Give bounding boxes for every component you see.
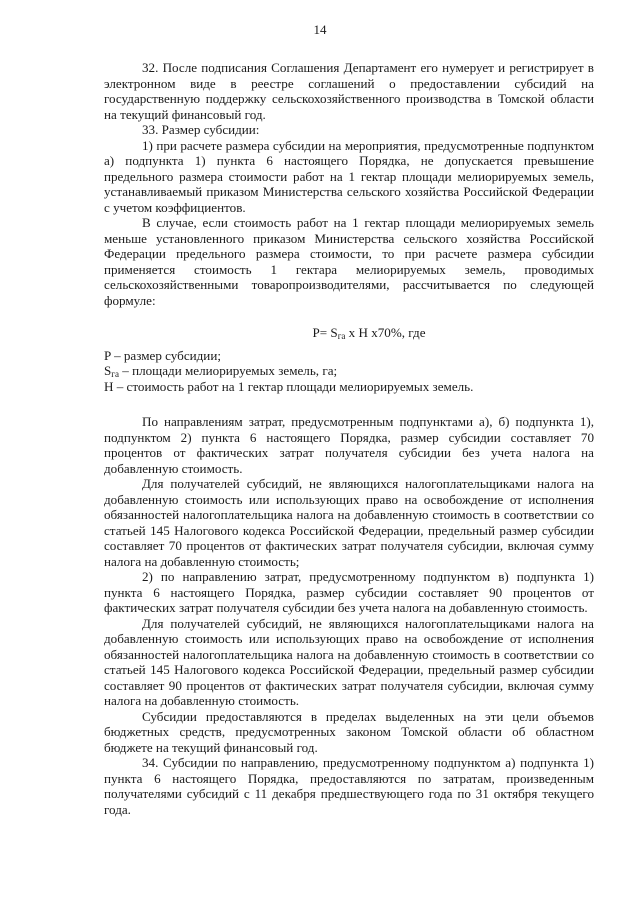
paragraph-33-title: 33. Размер субсидии:: [142, 122, 260, 137]
paragraph-33-1: 1) при расчете размера субсидии на мероприятия, предусмотренные подпунктом а) подпункта 1) пункта 6 настоящего Порядка, не допускается превышение предельного размера стоимости работ на 1 гектар площади мелиорируемых земель, устанавливаемый приказом Министерства сельского хозяйства Российской Федерации с учетом коэффициентов.: [104, 137, 594, 215]
legend-s: [104, 363, 594, 379]
legend-s-rest: – площади мелиорируемых земель, га;: [118, 363, 338, 378]
paragraph-32: 32. После подписания Соглашения Департамент его нумерует и регистрирует в электронном виде в реестре соглашений о предоставлении субсидий на государственную поддержку сельскохозяйственного производства в Томской области на текущий финансовый год.: [104, 60, 594, 122]
paragraph-33-2: 2) по направлению затрат, предусмотренному подпунктом в) подпункта 1) пункта 6 настоящего Порядка, размер субсидии составляет 90 процентов от фактических затрат получателя субсидии без учета налога на добавленную стоимость.: [104, 569, 594, 615]
paragraph-directions: По направлениям затрат, предусмотренным подпунктами а), б) подпункта 1), подпунктом 2) пункта 6 настоящего Порядка, размер субсидии составляет 70 процентов от фактических затрат получателя субсидии без учета налога на добавленную стоимость.: [104, 414, 594, 476]
legend-p: P – размер субсидии;: [104, 347, 221, 363]
formula-lhs: P= S: [312, 325, 338, 340]
paragraph-vat-90: Для получателей субсидий, не являющихся налогоплательщиками налога на добавленную стоимость или использующих право на освобождение от исполнения обязанностей налогоплательщика налога на добавленную стоимость в соответствии со статьей 145 Налогового кодекса Российской Федерации, предельный размер субсидии составляет 90 процентов от фактических затрат получателя субсидии, включая сумму налога на добавленную стоимость.: [104, 615, 594, 708]
formula-subscript: га: [337, 331, 346, 341]
page-number: 14: [313, 22, 327, 37]
paragraph-budget: Субсидии предоставляются в пределах выделенных на эти цели объемов бюджетных средств, предусмотренных законом Томской области об областном бюджете на текущий финансовый год.: [104, 708, 594, 755]
formula-rhs: х H х70%, где: [345, 325, 426, 340]
paragraph-vat-70: Для получателей субсидий, не являющихся налогоплательщиками налога на добавленную стоимость или использующих право на освобождение от исполнения обязанностей налогоплательщика налога на добавленную стоимость в соответствии со статьей 145 Налогового кодекса Российской Федерации, предельный размер субсидии составляет 70 процентов от фактических затрат получателя субсидии, включая сумму налога на добавленную стоимость;: [104, 476, 594, 569]
subsidy-formula: [104, 325, 594, 341]
paragraph-34: 34. Субсидии по направлению, предусмотренному подпунктом а) подпункта 1) пункта 6 настоящего Порядка, предоставляются по затратам, произведенным получателями субсидий с 11 декабря предшествующего года по 31 октября текущего года.: [104, 755, 594, 817]
legend-h: H – стоимость работ на 1 гектар площади мелиорируемых земель.: [104, 378, 474, 394]
paragraph-33-case: В случае, если стоимость работ на 1 гектар площади мелиорируемых земель меньше установленного приказом Министерства сельского хозяйства Российской Федерации предельного размера стоимости, то при расчете размера субсидии применяется стоимость 1 гектара мелиорируемых земель, проводимых сельскохозяйственными товаропроизводителями, рассчитывается по следующей формуле:: [104, 215, 594, 308]
legend-s-main: S: [104, 363, 112, 378]
document-body: [104, 60, 594, 817]
legend-s-subscript: га: [111, 369, 119, 379]
